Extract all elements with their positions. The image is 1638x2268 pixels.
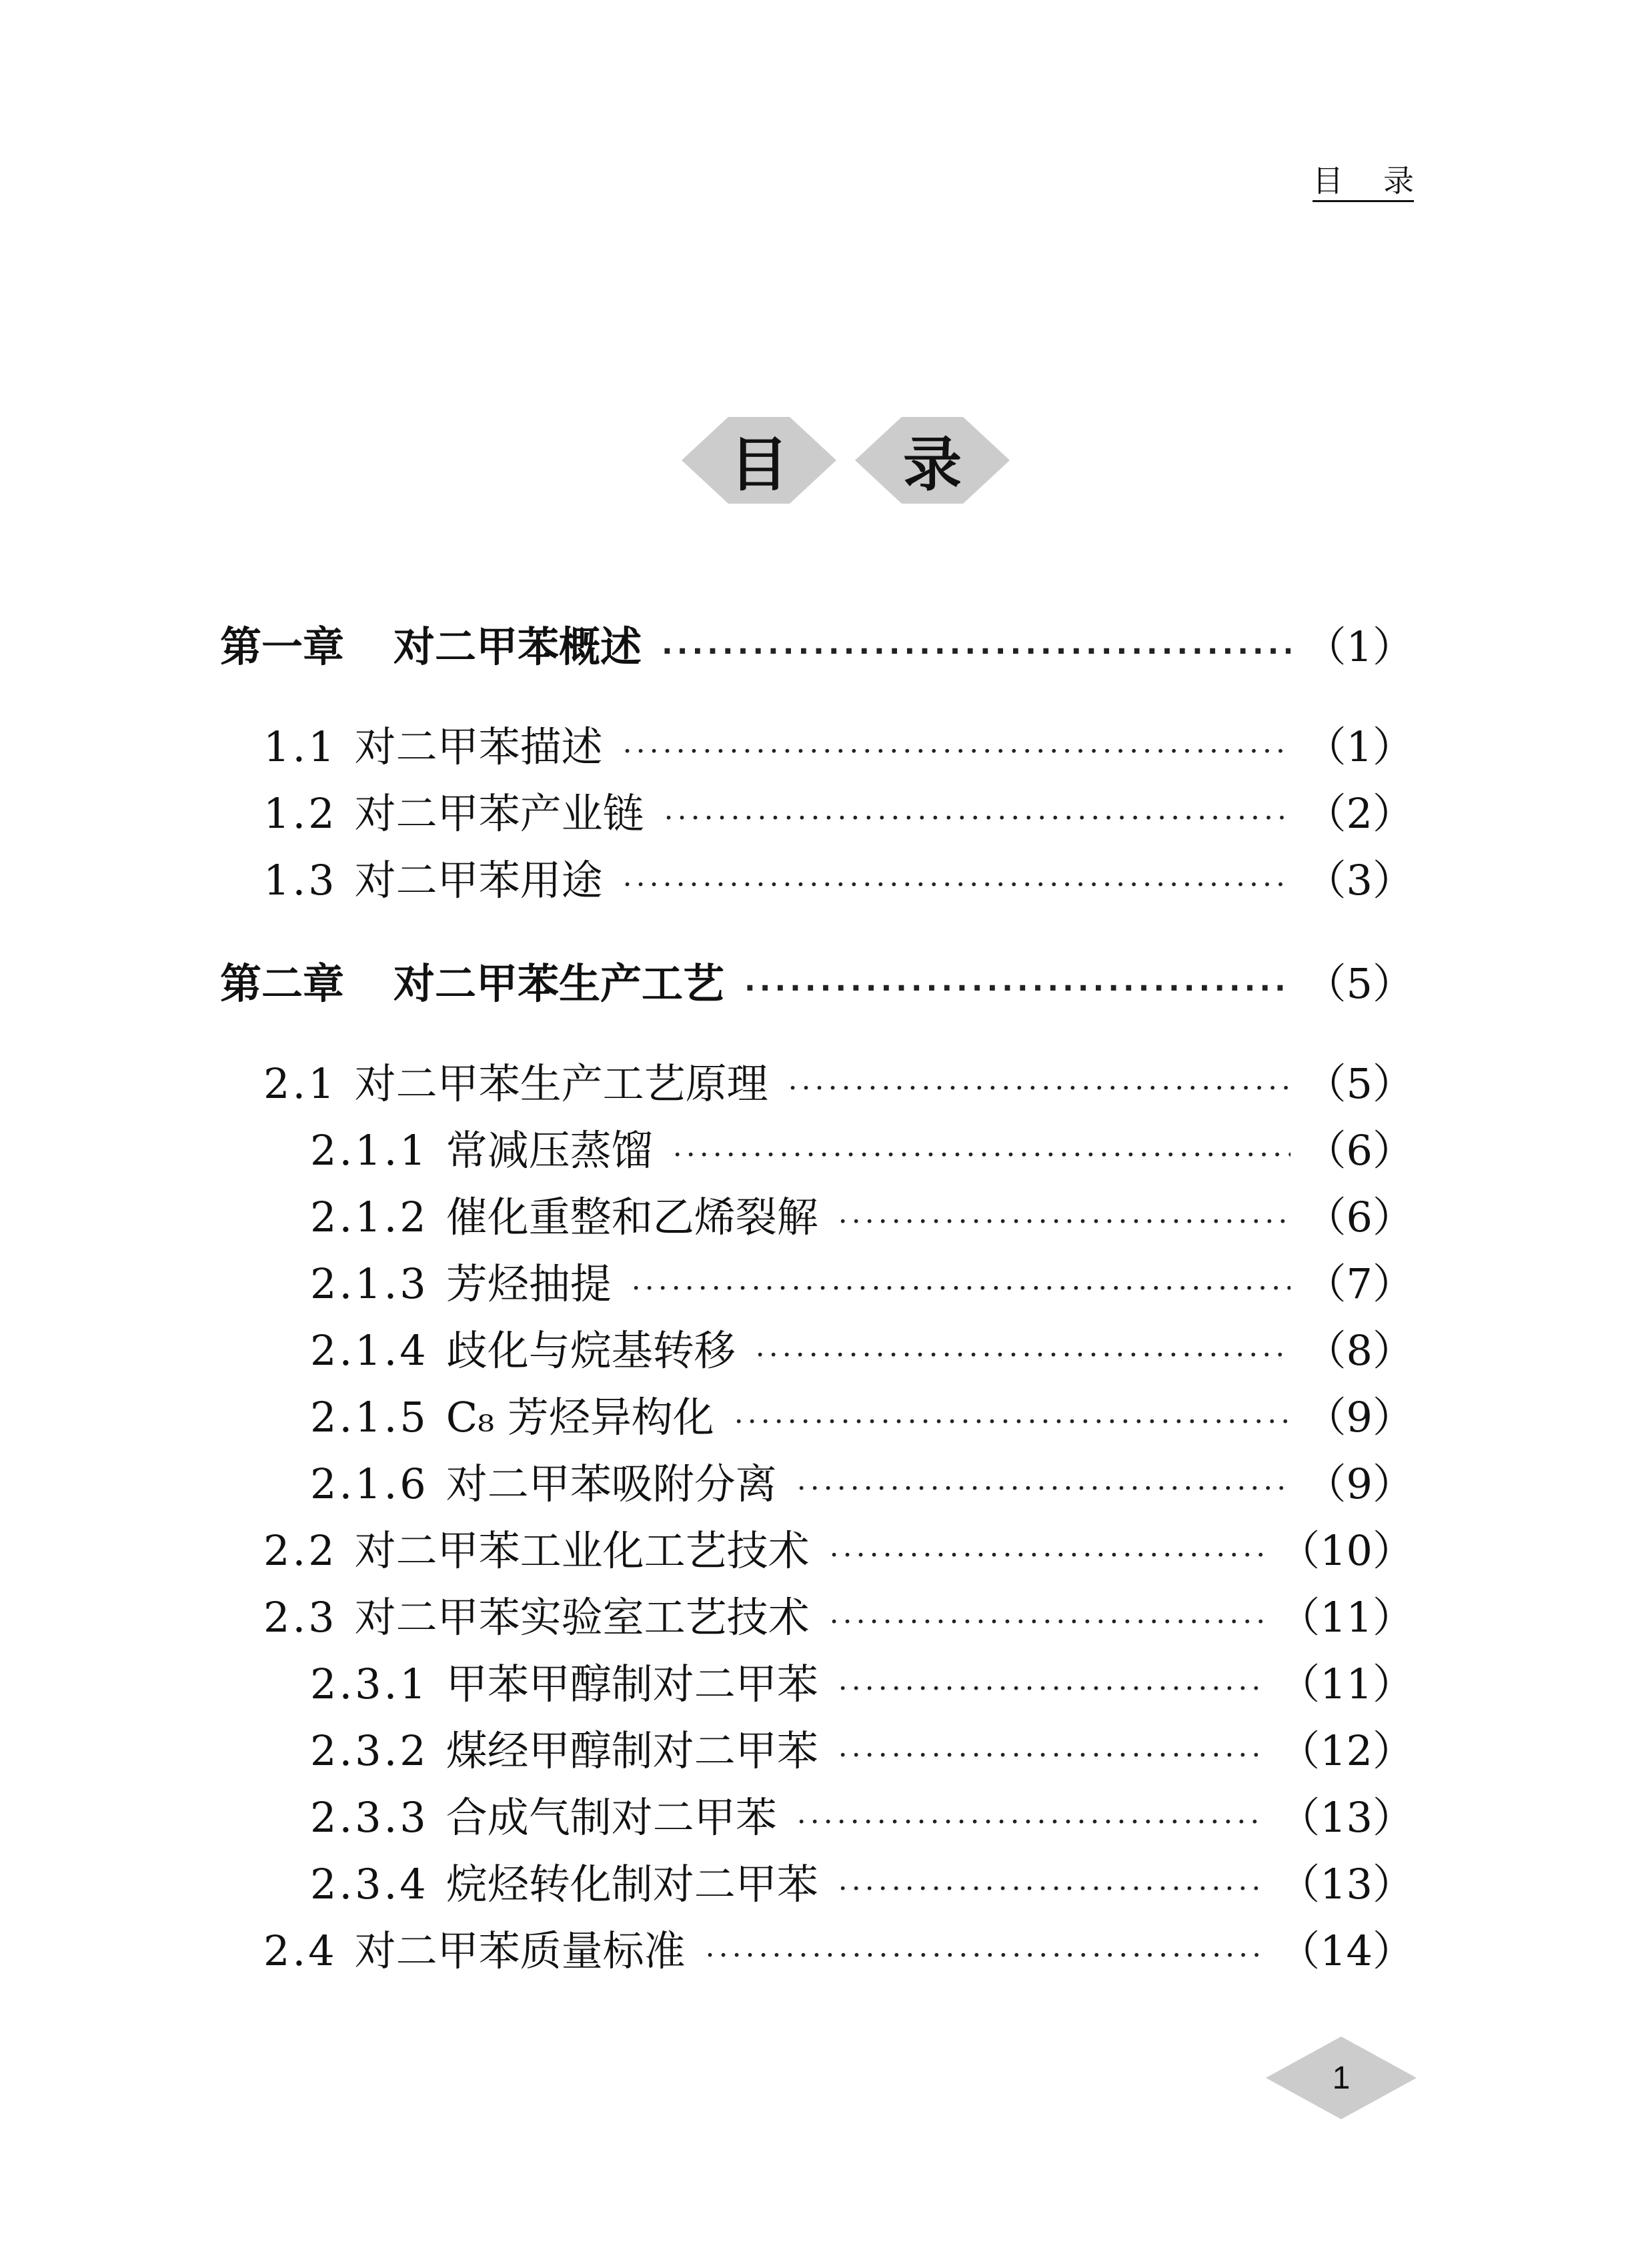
- toc-dot-leader: [623, 722, 1291, 782]
- toc-title: 烷烃转化制对二甲苯: [446, 1860, 818, 1908]
- toc-title: 对二甲苯生产工艺: [393, 959, 725, 1008]
- toc-entry-row[interactable]: [0, 1321, 1414, 1381]
- toc-number: 2.1.1: [310, 1126, 429, 1175]
- toc-dot-leader: [664, 788, 1291, 848]
- toc-dot-leader: [830, 1592, 1264, 1652]
- toc-dot-leader: [797, 1459, 1291, 1519]
- toc-page-number: （9）: [1305, 1460, 1414, 1508]
- toc-dot-leader: [830, 1526, 1264, 1586]
- toc-dot-leader: [838, 1659, 1264, 1719]
- toc-dot-leader: [838, 1859, 1264, 1919]
- toc-title: 对二甲苯实验室工艺技术: [354, 1593, 810, 1642]
- running-header-char-1: 目: [1313, 163, 1343, 199]
- toc-dot-leader: [756, 1325, 1291, 1385]
- toc-entry-row[interactable]: [0, 1187, 1414, 1247]
- toc-entry-row[interactable]: [0, 1254, 1414, 1314]
- toc-page-number: （13）: [1279, 1860, 1414, 1908]
- toc-page-number: （11）: [1279, 1660, 1414, 1708]
- toc-chapter-row[interactable]: [0, 954, 1414, 1014]
- toc-entry-row[interactable]: [0, 1121, 1414, 1181]
- toc-number: 2.2: [263, 1526, 337, 1575]
- toc-page-number: （6）: [1305, 1126, 1414, 1175]
- toc-number: 2.3.4: [310, 1860, 429, 1908]
- toc-title: 对二甲苯工业化工艺技术: [354, 1526, 810, 1575]
- toc-title: 常减压蒸馏: [446, 1126, 653, 1175]
- toc-page-number: （12）: [1279, 1726, 1414, 1775]
- toc-dot-leader: [632, 1259, 1291, 1319]
- toc-title: 合成气制对二甲苯: [446, 1793, 777, 1842]
- toc-dot-leader: [734, 1392, 1291, 1452]
- toc-number: 2.4: [263, 1926, 337, 1975]
- page-number: 1: [1332, 2060, 1351, 2096]
- toc-entry-row[interactable]: [0, 1521, 1414, 1581]
- toc-entry-row[interactable]: [0, 1921, 1414, 1981]
- toc-page-number: （3）: [1305, 856, 1414, 905]
- toc-number: 2.3.3: [310, 1793, 429, 1842]
- toc-page-number: （8）: [1305, 1326, 1414, 1375]
- toc-page-number: （6）: [1305, 1193, 1414, 1241]
- toc-page-number: （7）: [1305, 1259, 1414, 1308]
- toc-title: 对二甲苯生产工艺原理: [354, 1059, 768, 1108]
- toc-number: 2.3.2: [310, 1726, 429, 1775]
- toc-title: 催化重整和乙烯裂解: [446, 1193, 818, 1241]
- toc-number: 2.1.3: [310, 1259, 429, 1308]
- toc-page-number: （1）: [1305, 622, 1414, 671]
- toc-entry-row[interactable]: [0, 1454, 1414, 1514]
- title-char-2: 录: [902, 430, 962, 499]
- toc-page-number: （14）: [1279, 1926, 1414, 1975]
- running-header: [1313, 165, 1414, 202]
- toc-dot-leader: [706, 1926, 1264, 1986]
- title-char-1: 目: [729, 430, 788, 499]
- toc-number: 第二章: [220, 959, 345, 1008]
- toc-title: 对二甲苯吸附分离: [446, 1460, 777, 1508]
- toc-page-number: （5）: [1305, 959, 1414, 1008]
- toc-number: 1.2: [263, 789, 337, 838]
- toc-page-number: （13）: [1279, 1793, 1414, 1842]
- toc-number: 2.3: [263, 1593, 337, 1642]
- toc-title: 对二甲苯用途: [354, 856, 603, 905]
- toc-dot-leader: [662, 622, 1291, 682]
- toc-dot-leader: [797, 1792, 1264, 1852]
- toc-dot-leader: [744, 959, 1291, 1019]
- running-header-char-2: 录: [1383, 163, 1414, 199]
- title-badge: [855, 417, 1010, 504]
- toc-number: 2.1.2: [310, 1193, 429, 1241]
- toc-number: 2.3.1: [310, 1660, 429, 1708]
- toc-entry-row[interactable]: [0, 1654, 1414, 1714]
- page-title: [682, 417, 1010, 504]
- toc-title: 对二甲苯质量标准: [354, 1926, 686, 1975]
- toc-dot-leader: [838, 1192, 1291, 1252]
- toc-chapter-row[interactable]: [0, 617, 1414, 677]
- toc-entry-row[interactable]: [0, 717, 1414, 777]
- toc-dot-leader: [623, 855, 1291, 915]
- toc-entry-row[interactable]: [0, 1721, 1414, 1781]
- toc-number: 2.1.6: [310, 1460, 429, 1508]
- toc-entry-row[interactable]: [0, 1387, 1414, 1448]
- toc-number: 2.1: [263, 1059, 337, 1108]
- toc-title: 甲苯甲醇制对二甲苯: [446, 1660, 818, 1708]
- toc-entry-row[interactable]: [0, 1588, 1414, 1648]
- toc-page-number: （11）: [1279, 1593, 1414, 1642]
- toc-title: 煤经甲醇制对二甲苯: [446, 1726, 818, 1775]
- toc-number: 1.1: [263, 722, 337, 771]
- toc-title: C₈ 芳烃异构化: [446, 1393, 714, 1442]
- toc-dot-leader: [838, 1726, 1264, 1786]
- toc-dot-leader: [673, 1125, 1291, 1185]
- toc-number: 第一章: [220, 622, 345, 671]
- toc-number: 1.3: [263, 856, 337, 905]
- toc-dot-leader: [788, 1059, 1291, 1119]
- title-badge: [682, 417, 836, 504]
- toc-number: 2.1.5: [310, 1393, 429, 1442]
- toc-title: 对二甲苯产业链: [354, 789, 644, 838]
- toc-page-number: （2）: [1305, 789, 1414, 838]
- toc-title: 芳烃抽提: [446, 1259, 612, 1308]
- toc-title: 对二甲苯概述: [393, 622, 642, 671]
- toc-page-number: （1）: [1305, 722, 1414, 771]
- toc-page-number: （9）: [1305, 1393, 1414, 1442]
- page-number-badge: [1266, 2037, 1417, 2119]
- toc-title: 对二甲苯描述: [354, 722, 603, 771]
- toc-entry-row[interactable]: [0, 1054, 1414, 1114]
- toc-number: 2.1.4: [310, 1326, 429, 1375]
- toc-entry-row[interactable]: [0, 784, 1414, 844]
- toc-entry-row[interactable]: [0, 851, 1414, 911]
- toc-entry-row[interactable]: [0, 1788, 1414, 1848]
- toc-page-number: （5）: [1305, 1059, 1414, 1108]
- toc-page-number: （10）: [1279, 1526, 1414, 1575]
- toc-entry-row[interactable]: [0, 1854, 1414, 1914]
- toc-title: 歧化与烷基转移: [446, 1326, 736, 1375]
